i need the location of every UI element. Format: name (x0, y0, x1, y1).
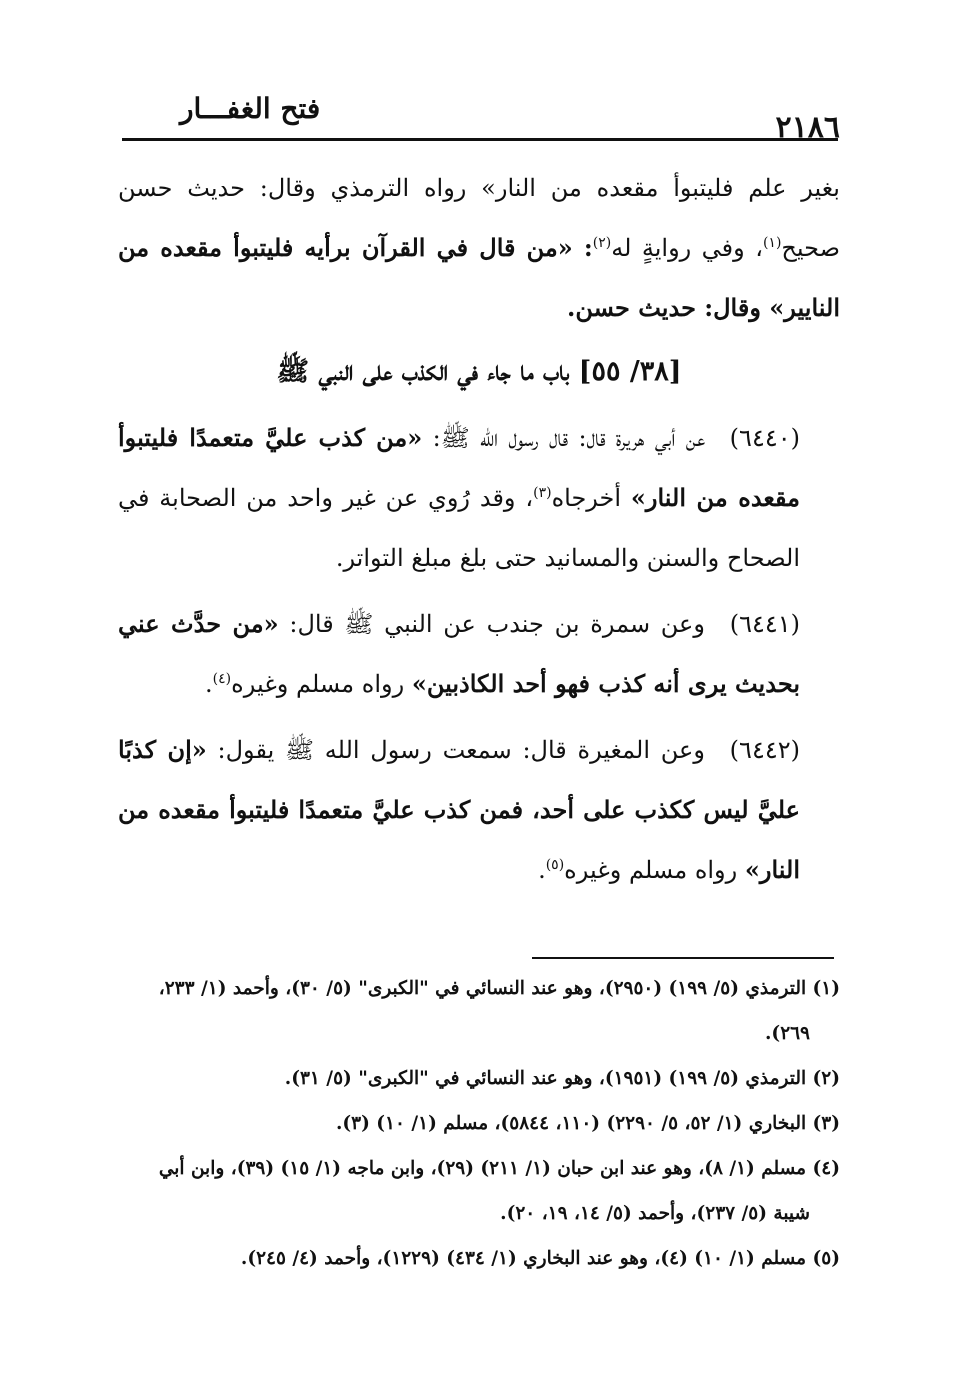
paragraph-intro (118, 158, 840, 338)
footnote-4 (118, 1146, 840, 1236)
footnote-ref: (٣) (533, 485, 552, 501)
text-segment: بغير علم فليتبوأ مقعده من النار» رواه الترمذي وقال: حديث حسن صحيح (118, 174, 841, 262)
running-title: فتح الغفـــار (180, 92, 321, 125)
text-segment: . (538, 856, 546, 884)
hadith-6442 (118, 720, 840, 900)
footnote-text: (٥) مسلم (١/ ١٠) (٤)، وهو عند البخاري (١/ ٤٣٤) (١٢٢٩)، وأحمد (٤/ ٢٤٥). (240, 1248, 840, 1269)
footnote-1 (118, 966, 840, 1056)
footnote-text-continued: شيبة (٥/ ٢٣٧)، وأحمد (٥/ ١٤، ١٩، ٢٠). (500, 1203, 810, 1224)
text-segment: عن أبي هريرة قال: قال رسول الله ﷺ: (432, 424, 706, 452)
text-segment: وفي روايةٍ له (611, 234, 745, 262)
text-segment: وعن سمرة بن جندب عن النبي ﷺ قال: (289, 610, 705, 638)
hadith-6441 (118, 594, 840, 714)
main-text (118, 158, 840, 900)
footnote-2 (118, 1056, 840, 1101)
hadith-6440 (118, 408, 840, 588)
hadith-number: (٦٤٤١) (729, 610, 801, 638)
footnote-ref: (٢) (592, 235, 612, 251)
text-segment: رواه مسلم وغيره (564, 856, 738, 884)
text-segment: . (205, 670, 213, 698)
page-header (120, 92, 840, 145)
text-segment: أخرجاه (551, 484, 622, 512)
hadith-quote: «من كذب عليَّ متعمدًا فليتبوأ مقعده من النار» (118, 423, 800, 512)
text-segment: ، وقد رُوي عن غير واحد من الصحابة في الصحاح والسنن والمسانيد حتى بلغ مبلغ التواتر. (118, 484, 800, 572)
text-segment: ، (755, 234, 763, 262)
footnote-3 (118, 1101, 840, 1146)
text-segment: وعن المغيرة قال: سمعت رسول الله ﷺ يقول: (217, 736, 705, 764)
footnote-ref: (٥) (545, 857, 565, 873)
hadith-number: (٦٤٤٠) (729, 424, 800, 452)
page-number: ٢١٨٦ (775, 110, 840, 145)
hadith-quote: «إن كذبًا عليَّ ليس ككذب على أحد، فمن كذب عليَّ متعمدًا فليتبوأ مقعده من النار» (118, 735, 800, 884)
footnote-text-continued: ٢٦٩). (764, 1023, 810, 1044)
hadith-number: (٦٤٤٢) (729, 736, 800, 764)
footnote-ref: (١) (762, 235, 782, 251)
text-segment: : «من قال في القرآن برأيه فليتبوأ مقعده من النايير» وقال: حديث حسن. (118, 233, 840, 322)
footnote-text: (٣) البخاري (١/ ٥٢، ٥/ ٢٢٩٠) (١١٠، ٥٨٤٤)، مسلم (١/ ١٠) (٣). (335, 1113, 840, 1134)
hadith-quote: «من حدَّث عني بحديث يرى أنه كذب فهو أحد الكاذبين» (118, 609, 800, 698)
footnotes (118, 966, 840, 1281)
header-rule (122, 138, 838, 141)
footnote-text: (٢) الترمذي (٥/ ١٩٩) (١٩٥١)، وهو عند النسائي في "الكبرى" (٥/ ٣١). (284, 1068, 840, 1089)
footnote-separator (532, 957, 834, 959)
footnote-text: (٤) مسلم (١/ ٨)، وهو عند ابن حبان (١/ ٢١١) (٢٩)، وابن ماجه (١/ ١٥) (٣٩)، وابن أبي (158, 1158, 840, 1179)
footnote-text: (١) الترمذي (٥/ ١٩٩) (٢٩٥٠)، وهو عند النسائي في "الكبرى" (٥/ ٣٠)، وأحمد (١/ ٢٣٣، (158, 978, 840, 999)
text-segment: رواه مسلم وغيره (231, 670, 405, 698)
section-heading: [٣٨/ ٥٥] باب ما جاء في الكذب على النبي ﷺ (276, 356, 682, 387)
footnote-5 (118, 1236, 840, 1281)
footnote-ref: (٤) (212, 671, 232, 687)
